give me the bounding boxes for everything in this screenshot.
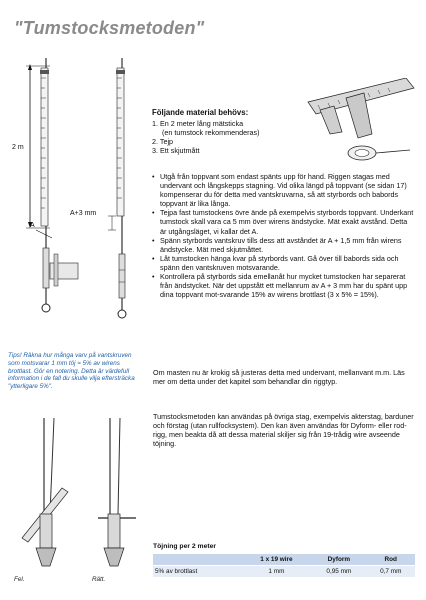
materials-item: 1. En 2 meter lång mätsticka <box>152 119 244 129</box>
table-cell: 0,95 mm <box>311 566 366 578</box>
caption-wrong: Fel. <box>14 576 25 583</box>
materials-item: 2. Tejp <box>152 137 174 147</box>
materials-heading: Följande material behövs: <box>152 108 249 117</box>
table-row <box>153 566 415 578</box>
paragraph-other-stays: Tumstocksmetoden kan användas på övriga stag, exempelvis akterstag, barduner och förstag (utan rullfocksystem). Den kan även användas för Dyform- eller rod-rigg, men beakta då att dessa material skiljer sig från 19-trådig wire avseende töjning. <box>153 412 414 449</box>
step-item: • Låt tumstocken hänga kvar på styrbords vant. Gå över till babords sida och spänn den vantskruven motsvarande. <box>152 254 414 272</box>
steps-list <box>152 172 414 299</box>
step-item: • Spänn styrbords vantskruv tills dess att avståndet är A + 1,5 mm från wirens ändstycke. Mät med skjutmåttet. <box>152 236 414 254</box>
table-header-cell: Rod <box>367 554 416 566</box>
page-title: "Tumstocksmetoden" <box>14 18 205 38</box>
materials-list <box>152 119 414 155</box>
materials-item: (en tumstock rekommenderas) <box>162 128 260 138</box>
materials-section <box>152 108 414 155</box>
step-item: • Kontrollera på styrbords sida emellanåt hur mycket tumstocken har separerat från ändstycket. När det uppstått ett mellanrum av A + 3 mm har du spänt upp dina toppvant mot-svarande 15% av wirens brottlast (3 x 5% = 15%). <box>152 272 414 299</box>
tips-note: Tips! Räkna hur många varv på vantskruven som motsvarar 1 mm töj ≈ 5% av wirens brottlast. Gör en notering. Detta är värdefull information i de fall du skulle vilja eftersträcka "ytterligare 5%". <box>8 352 135 391</box>
table-header-cell: 1 x 19 wire <box>242 554 312 566</box>
a-plus-label: A+3 mm <box>70 210 97 217</box>
shroud-measure-illustration <box>10 58 150 348</box>
table-header-cell <box>153 554 242 566</box>
paragraph-adjust: Om masten nu är krokig så justeras detta med undervant, mellanvant m.m. Läs mer om detta under det kapitel som behandlar din riggtyp. <box>153 368 405 387</box>
step-item: • Utgå från toppvant som endast spänts upp för hand. Riggen stagas med undervant och långskepps stagning. Vid olika längd på toppvant (se sidan 17) kompenserar du för detta med vantskruvarna, så att styrbords och babords toppvant är lika långa. <box>152 172 414 208</box>
table-header-cell: Dyform <box>311 554 366 566</box>
stretch-table <box>153 554 415 577</box>
table-title: Töjning per 2 meter <box>153 543 217 550</box>
a-label: A <box>30 222 35 229</box>
caption-right: Rätt. <box>92 576 106 583</box>
table-cell: 1 mm <box>242 566 312 578</box>
materials-item: 3. Ett skjutmått <box>152 146 200 156</box>
table-cell: 5% av brottlast <box>153 566 242 578</box>
length-label: 2 m <box>12 144 24 151</box>
wrong-right-illustration <box>14 418 144 576</box>
table-header-row <box>153 554 415 566</box>
step-item: • Tejpa fast tumstockens övre ände på exempelvis styrbords toppvant. Underkant tumstock skall vara ca 5 mm över wirens ändstycke. Mät exakt avstånd. Detta är utgångsläget, vi kallar det A. <box>152 208 414 235</box>
table-cell: 0,7 mm <box>367 566 416 578</box>
